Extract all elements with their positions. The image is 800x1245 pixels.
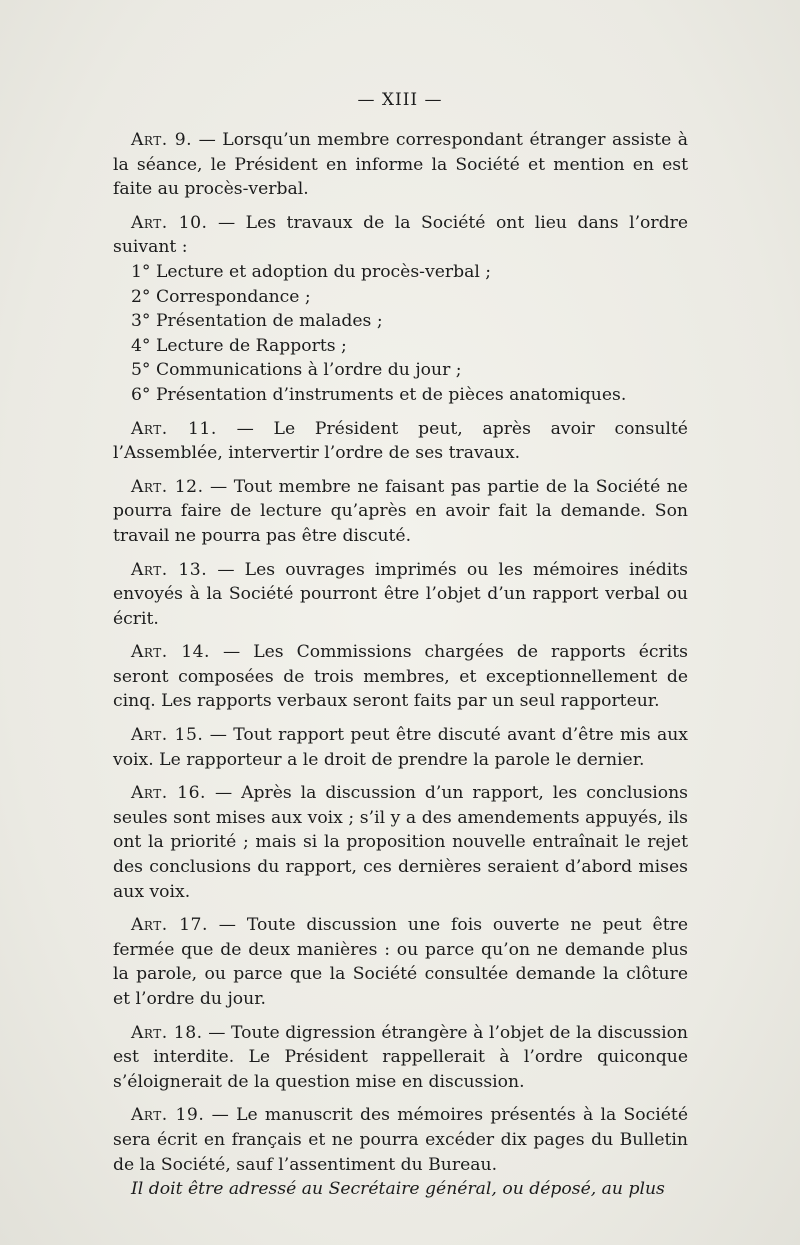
article-10 [113,211,688,260]
article-label: Art. 15. [131,725,204,746]
article-label: Art. 9. [131,130,193,150]
article-text: — Lorsqu’un membre correspondant étranger assiste à la séance, le Président en informe la Société et mention en est faite au procès-verbal. [113,130,688,200]
closing-italic-line: Il doit être adressé au Secrétaire général, ou déposé, au plus [131,1179,665,1200]
page-body [113,128,688,1202]
article-label: Art. 19. [131,1105,205,1126]
page-number: — XIII — [357,90,443,110]
article-label: Art. 13. [131,559,208,580]
list-item: 5° Communications à l’ordre du jour ; [131,360,462,381]
article-14 [113,640,688,714]
article-text: — Le Président peut, après avoir consulté l’Assemblée, intervertir l’ordre de ses travaux. [113,418,688,464]
article-text: — Tout rapport peut être discuté avant d’être mis aux voix. Le rapporteur a le droit de prendre la parole le dernier. [113,725,688,770]
article-text: — Tout membre ne faisant pas partie de la Société ne pourra faire de lecture qu’après en avoir fait la demande. Son travail ne pourra pas être discuté. [113,476,688,546]
agenda-list [113,260,688,408]
list-item: 2° Correspondance ; [131,286,311,307]
article-label: Art. 12. [131,476,204,497]
article-13 [113,558,688,632]
article-label: Art. 18. [131,1022,203,1043]
list-item: 6° Présentation d’instruments et de pièces anatomiques. [131,384,627,405]
article-text: — Les ouvrages imprimés ou les mémoires inédits envoyés à la Société pourront être l’objet d’un rapport verbal ou écrit. [113,559,688,629]
article-9 [113,128,688,202]
article-12 [113,475,688,549]
article-label: Art. 16. [131,783,206,804]
article-text: — Toute discussion une fois ouverte ne peut être fermée que de deux manières : ou parce qu’on ne demande plus la parole, ou parce que la Société consultée demande la clôture et l’ordre du jour. [113,915,688,1009]
article-text: — Les travaux de la Société ont lieu dans l’ordre suivant : [113,212,688,258]
article-label: Art. 11. [131,418,217,439]
article-15 [113,723,688,772]
article-11 [113,417,688,466]
article-19 [113,1103,688,1177]
article-text: — Toute digression étrangère à l’objet de la discussion est interdite. Le Président rappellerait à l’ordre quiconque s’éloignerait de la question mise en discussion. [113,1022,688,1092]
article-text: — Le manuscrit des mémoires présentés à la Société sera écrit en français et ne pourra excéder dix pages du Bulletin de la Société, sauf l’assentiment du Bureau. [113,1105,688,1175]
list-item: 4° Lecture de Rapports ; [131,335,347,356]
article-text: — Les Commissions chargées de rapports écrits seront composées de trois membres, et exceptionnellement de cinq. Les rapports verbaux seront faits par un seul rapporteur. [113,642,688,712]
list-item: 3° Présentation de malades ; [131,311,383,332]
article-16 [113,781,688,904]
article-18 [113,1021,688,1095]
article-17 [113,913,688,1011]
article-label: Art. 14. [131,642,211,663]
article-label: Art. 17. [131,915,208,936]
article-label: Art. 10. [131,212,208,233]
list-item: 1° Lecture et adoption du procès-verbal ; [131,261,492,282]
article-text: — Après la discussion d’un rapport, les conclusions seules sont mises aux voix ; s’il y a des amendements appuyés, ils ont la priorité ; mais si la proposition nouvelle entraînait le rejet des conclusions du rapport, ces dernières seraient d’abord mises aux voix. [113,783,688,902]
